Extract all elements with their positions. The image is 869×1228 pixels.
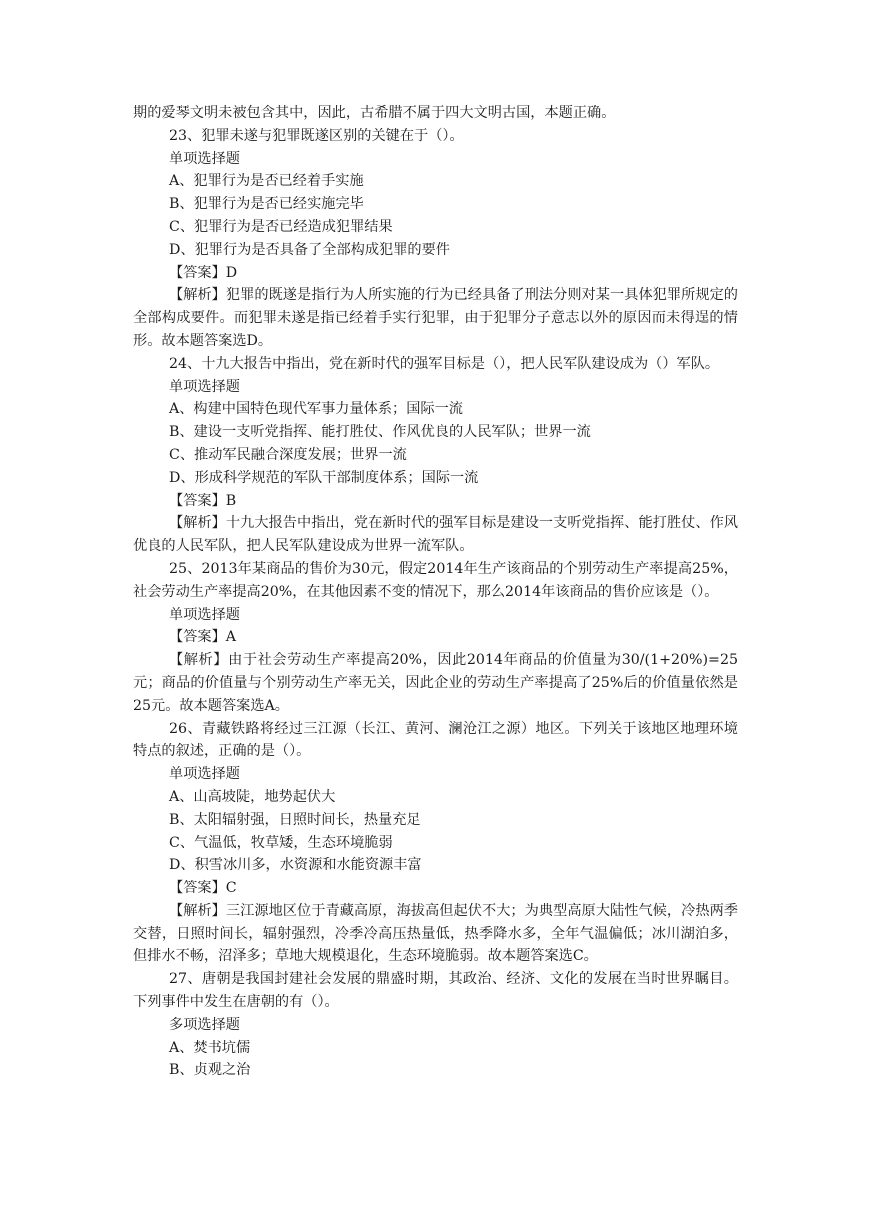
option-c: C、推动军民融合深度发展；世界一流 [169, 446, 407, 463]
option-d: D、积雪冰川多，水资源和水能资源丰富 [169, 857, 422, 874]
analysis: 【解析】由于社会劳动生产率提高20%，因此2014年商品的价值量为30/(1+20%)=25元；商品的价值量与个别劳动生产率无关，因此企业的劳动生产率提高了25%后的价值量依然是25元。故本题答案选A。 [133, 652, 738, 714]
question-type: 单项选择题 [169, 378, 240, 395]
option-d: D、形成科学规范的军队干部制度体系；国际一流 [169, 469, 479, 486]
question-type: 单项选择题 [169, 606, 240, 623]
option-d: D、犯罪行为是否具备了全部构成犯罪的要件 [169, 241, 450, 258]
option-b: B、太阳辐射强，日照时间长，热量充足 [169, 811, 421, 828]
option-c: C、犯罪行为是否已经造成犯罪结果 [169, 218, 393, 235]
option-a: A、构建中国特色现代军事力量体系；国际一流 [169, 401, 463, 418]
option-b: B、贞观之治 [169, 1062, 251, 1079]
option-a: A、山高坡陡，地势起伏大 [169, 788, 336, 805]
answer: 【答案】C [169, 880, 237, 897]
answer: 【答案】A [169, 629, 236, 646]
question-stem: 27、唐朝是我国封建社会发展的鼎盛时期，其政治、经济、文化的发展在当时世界瞩目。下列事件中发生在唐朝的有（）。 [133, 971, 738, 1011]
option-b: B、建设一支听党指挥、能打胜仗、作风优良的人民军队；世界一流 [169, 424, 591, 441]
option-a: A、犯罪行为是否已经着手实施 [169, 173, 364, 190]
analysis: 【解析】十九大报告中指出，党在新时代的强军目标是建设一支听党指挥、能打胜仗、作风优良的人民军队，把人民军队建设成为世界一流军队。 [133, 515, 738, 555]
question-stem: 26、青藏铁路将经过三江源（长江、黄河、澜沧江之源）地区。下列关于该地区地理环境特点的叙述，正确的是（）。 [133, 720, 738, 760]
analysis: 【解析】三江源地区位于青藏高原，海拔高但起伏不大；为典型高原大陆性气候，冷热两季交替，日照时间长，辐射强烈，冷季冷高压热量低，热季降水多，全年气温偏低；冰川湖泊多，但排水不畅，沼泽多；草地大规模退化，生态环境脆弱。故本题答案选C。 [133, 902, 738, 965]
question-stem: 25、2013年某商品的售价为30元，假定2014年生产该商品的个别劳动生产率提高25%，社会劳动生产率提高20%，在其他因素不变的情况下，那么2014年该商品的售价应该是（）。 [133, 560, 738, 600]
answer: 【答案】D [169, 264, 238, 281]
option-c: C、气温低，牧草矮，生态环境脆弱 [169, 834, 393, 851]
answer: 【答案】B [169, 492, 237, 509]
analysis: 【解析】犯罪的既遂是指行为人所实施的行为已经具备了刑法分则对某一具体犯罪所规定的全部构成要件。而犯罪未遂是指已经着手实行犯罪，由于犯罪分子意志以外的原因而未得逞的情形。故本题答案选D。 [133, 287, 738, 349]
question-type: 多项选择题 [169, 1016, 240, 1033]
continuation-text: 期的爱琴文明未被包含其中，因此，古希腊不属于四大文明古国，本题正确。 [133, 105, 616, 121]
question-type: 单项选择题 [169, 150, 240, 167]
question-stem: 23、犯罪未遂与犯罪既遂区别的关键在于（）。 [169, 127, 464, 144]
document-body [133, 102, 738, 1082]
option-a: A、焚书坑儒 [169, 1039, 251, 1056]
question-stem: 24、十九大报告中指出，党在新时代的强军目标是（），把人民军队建设成为（）军队。 [169, 355, 720, 372]
question-type: 单项选择题 [169, 766, 240, 783]
option-b: B、犯罪行为是否已经实施完毕 [169, 196, 364, 213]
